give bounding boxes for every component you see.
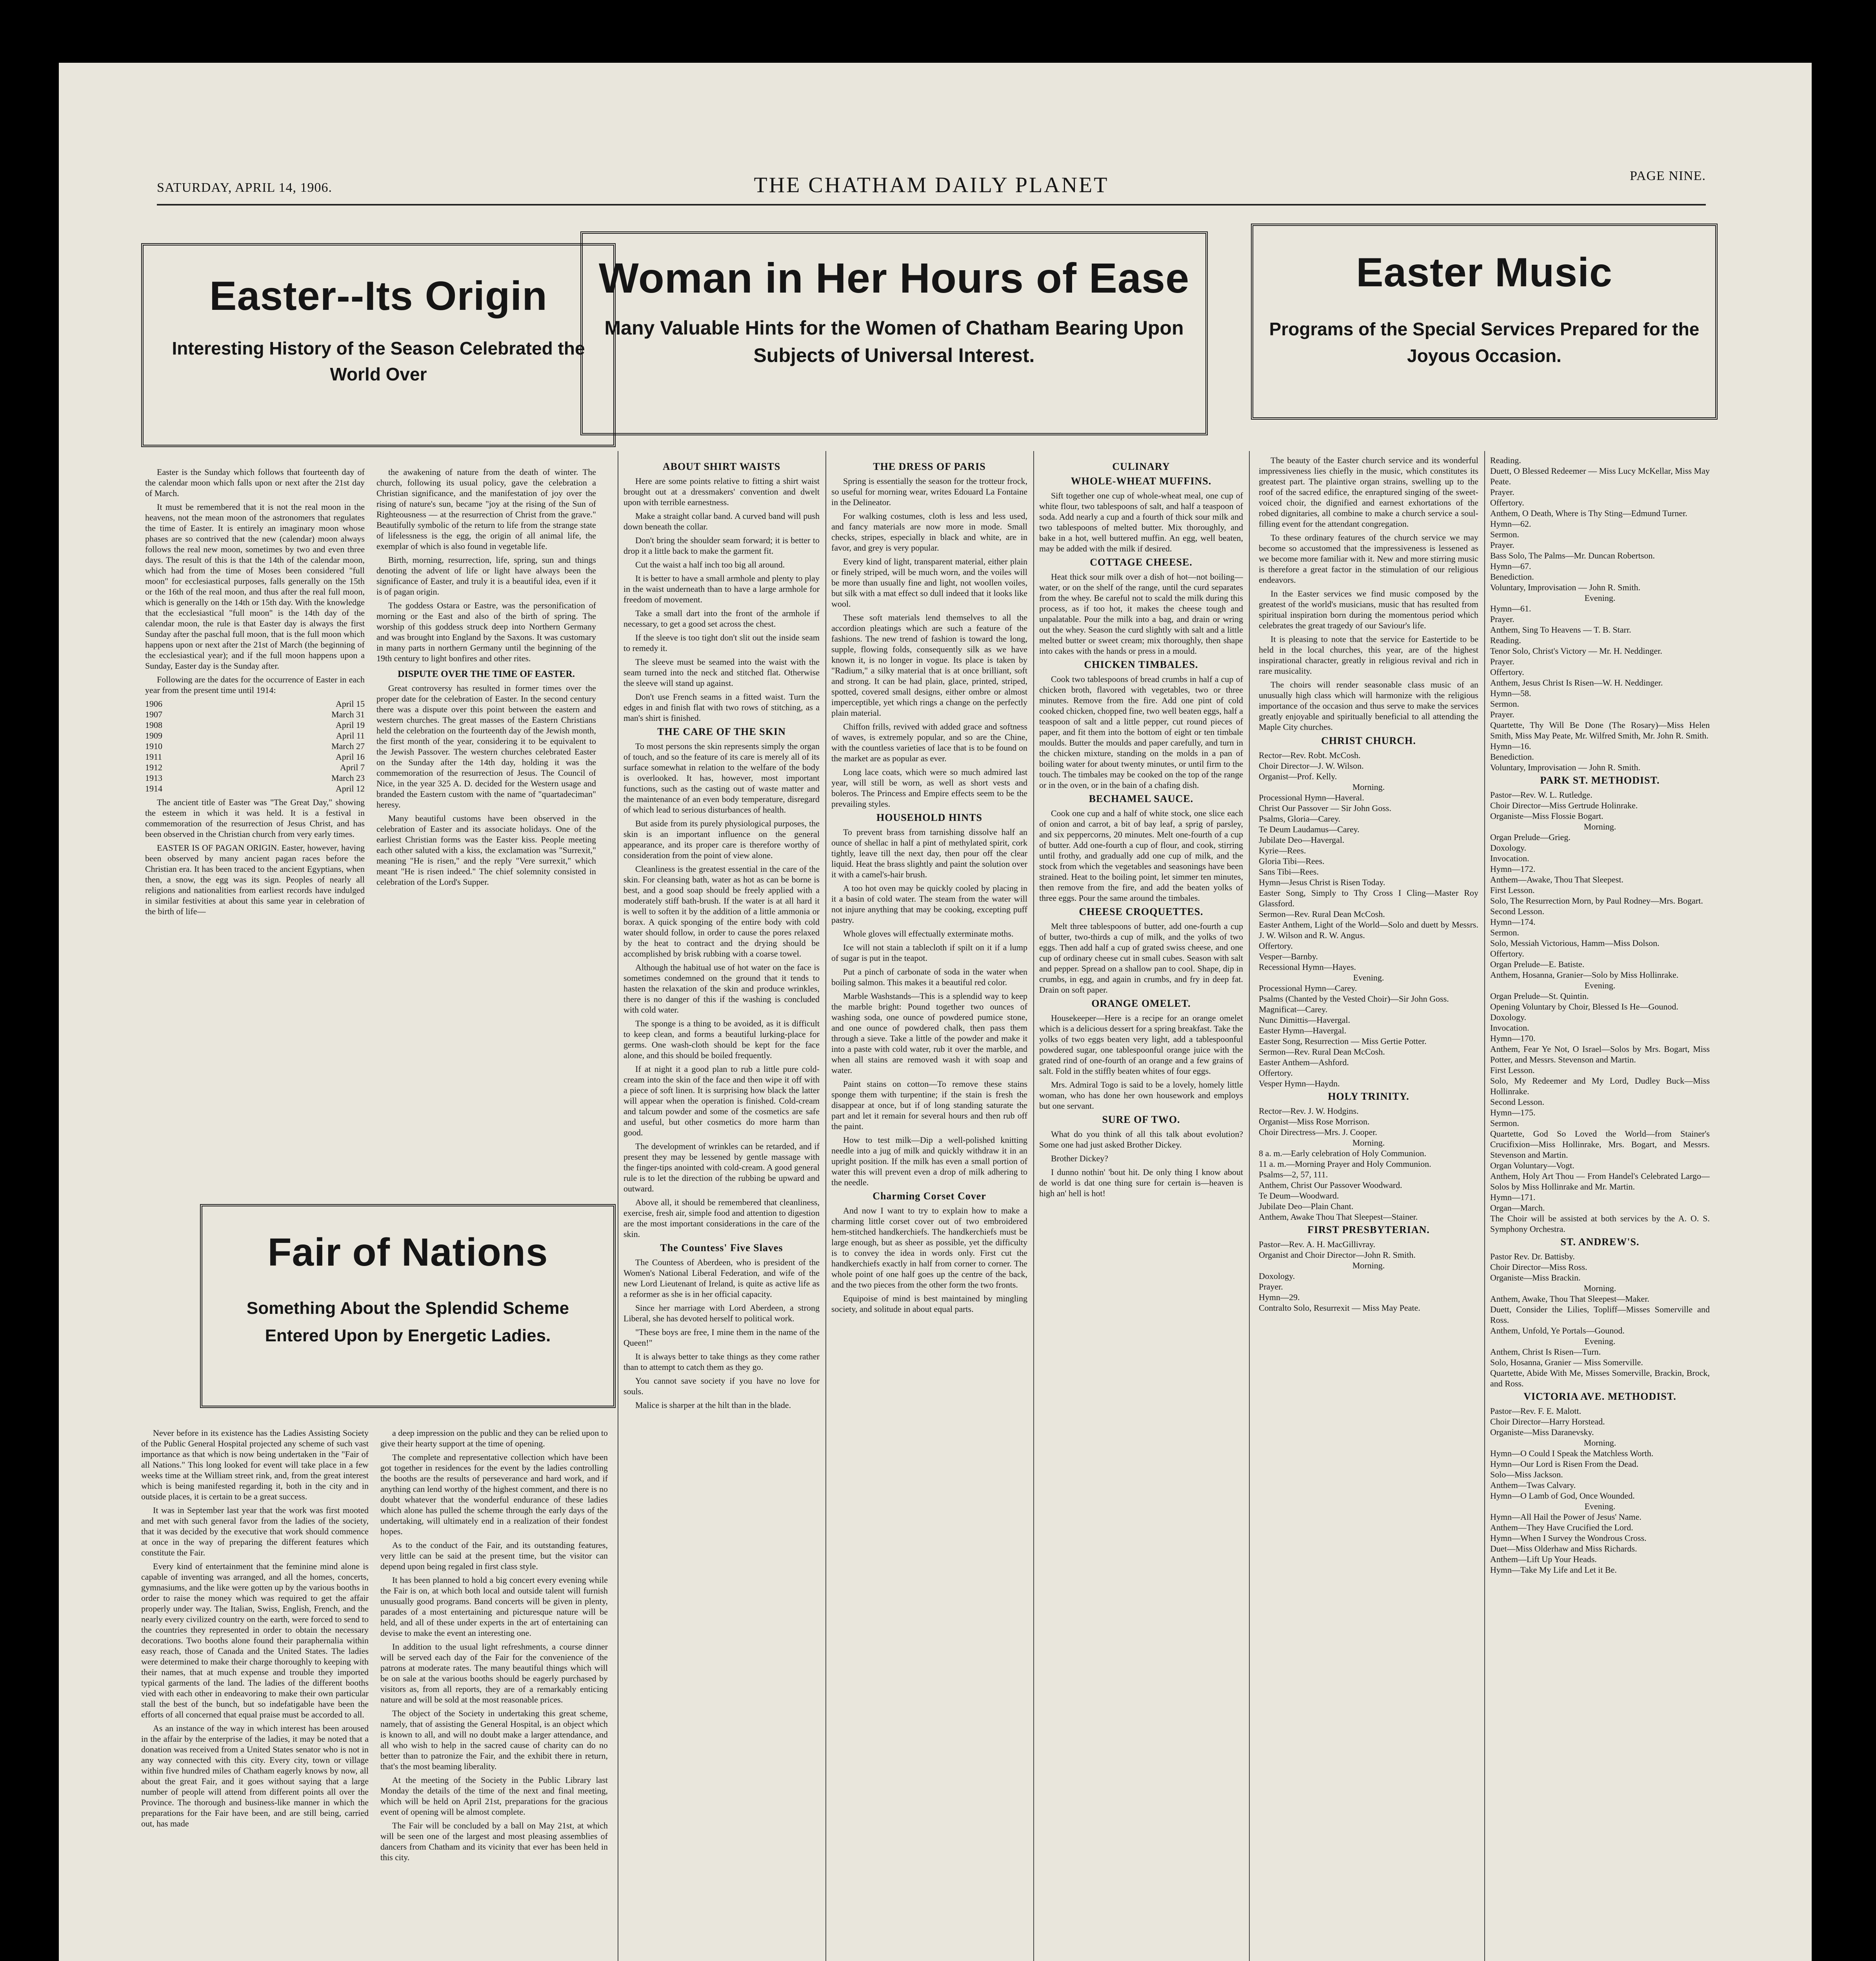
article-paragraph: Cleanliness is the greatest essential in the care of the skin. For cleansing bath, water as hot as can be borne is best, and a good soap should be freely applied with a moderately stiff bath-brush. If the water is at all hard it is well to soften it by the addition of a little ammonia or borax. A quick sponging of the entire body with cold water should follow, in order to cause the pores relaxed by the heat to contract and the drying should be accomplished by brisk rubbing with a coarse towel. (624, 864, 820, 959)
program-line: Sermon. (1490, 928, 1519, 937)
program-line: Choir Director—Miss Ross. (1490, 1262, 1587, 1272)
program-line: Recessional Hymn—Hayes. (1259, 962, 1356, 972)
woman-headline-box (580, 231, 1208, 435)
article-paragraph: It is better to have a small armhole and plenty to play in the waist underneath than to have a large armhole for freedom of movement. (624, 573, 820, 604)
article-paragraph: What do you think of all this talk about evolution? Some one had just asked Brother Dickey. (1039, 1129, 1243, 1150)
program-line: Hymn—29. (1259, 1292, 1300, 1302)
easter-day: March 31 (331, 709, 365, 719)
program-line: Prayer. (1490, 614, 1514, 624)
section-heading: THE CARE OF THE SKIN (657, 726, 786, 737)
article-paragraph: Melt three tablespoons of butter, add one-fourth a cup of butter, two-thirds a cup of milk, and the yolks of two eggs. Then add half a cup of grated swiss cheese, and one cup of ordinary cheese cut in small cubes. Season with salt and pepper. Spread on a shallow pan to cool. Shape, dip in crumbs, in egg, and again in crumbs, and fry in deep fat. Drain on soft paper. (1039, 921, 1243, 995)
fair-subtitle: Something About the Splendid Scheme Entered Upon by Energetic Ladies. (246, 1299, 569, 1345)
fair-para: The object of the Society in undertaking this great scheme, namely, that of assisting the General Hospital, is an object which is known to all, and will no doubt make a larger attendance, and all who wish to help in the sacred cause of charity can do no better than to patronize the Fair, and the exhibit there in return, that's the most beaming liberality. (380, 1708, 608, 1771)
program-line: Prayer. (1490, 487, 1514, 497)
easter-para: It must be remembered that it is not the real moon in the heavens, not the mean moon of the astronomers that regulates the time of Easter. It is entirely an imaginary moon whose phases are so contrived that the new (calendar) moon always follows the real new moon, sometimes by two and even three days. The result of this is that the 14th of the calendar moon, which had from the time of Moses been considered "full moon" for ecclesiastical purposes, falls generally on the 15th or the 16th of the real moon, and thus after the real full moon, which is generally on the 14th or 15th day. With the knowledge that the ecclesiastical "full moon" is the 14th day of the calendar moon, the rule is that Easter day is always the first Sunday after the paschal full moon, that is the full moon which happens upon or next after the 21st of March (the beginning of the ecclesiastical year); and if the full moon happens upon a Sunday, Easter day is the Sunday after. (145, 502, 365, 671)
fair-para: As an instance of the way in which interest has been aroused in the affair by the enterprise of the ladies, it may be noted that a donation was received from a United States senator who is not in any way connected with this city. Every city, town or village within five hundred miles of Chatham eagerly knows by now, all about the great Fair, and it goes without saying that a large number of people will attend from different points all over the Province. The thorough and business-like manner in which the preparations for the Fair have been, and are still being, carried out, has made (141, 1723, 369, 1828)
section-heading: CULINARY (1112, 461, 1170, 472)
program-line: Anthem, Christ Our Passover Woodward. (1259, 1180, 1402, 1190)
service-time-label: Evening. (1353, 973, 1384, 982)
program-line: Duett, Consider the Lilies, Topliff—Misses Somerville and Ross. (1490, 1304, 1710, 1325)
article-paragraph: For walking costumes, cloth is less and less used, and fancy materials are now more in mode. Small checks, stripes, especially in black and white, are in favor, and grey is very popular. (831, 511, 1027, 553)
easter-para: Easter is the Sunday which follows that fourteenth day of the calendar moon which falls upon or next after the 21st day of March. (145, 467, 365, 498)
easter-date-row (145, 751, 365, 762)
program-line: Choir Director—J. W. Wilson. (1259, 761, 1364, 771)
section-heading: WHOLE-WHEAT MUFFINS. (1071, 475, 1212, 487)
program-line: Second Lesson. (1490, 1097, 1545, 1107)
masthead-rule (157, 204, 1706, 206)
article-paragraph: Every kind of light, transparent material, either plain or finely striped, will be much worn, and the voiles will be more than usually fine and light, not woollen voiles, but silk with a mat effect so dull indeed that it looks like wool. (831, 557, 1027, 609)
program-line: Tenor Solo, Christ's Victory — Mr. H. Neddinger. (1490, 646, 1662, 656)
easter-origin-headline-box (141, 243, 616, 447)
woman-column-2 (831, 459, 1027, 1961)
service-time-label: Evening. (1584, 1336, 1616, 1346)
program-line: Bass Solo, The Palms—Mr. Duncan Robertson. (1490, 551, 1655, 560)
section-heading: VICTORIA AVE. METHODIST. (1523, 1391, 1676, 1402)
column-divider (1033, 451, 1034, 1961)
program-line: Anthem, Christ Is Risen—Turn. (1490, 1347, 1601, 1357)
article-paragraph: In the Easter services we find music composed by the greatest of the world's musicians, music that has resulted from spiritual inspiration born during the momentous period which celebrates the great tragedy of our Saviour's life. (1259, 589, 1478, 630)
program-line: Hymn—When I Survey the Wondrous Cross. (1490, 1533, 1647, 1543)
easter-year: 1909 (145, 731, 162, 740)
easter-day: March 23 (331, 773, 365, 783)
program-line: Hymn—16. (1490, 741, 1531, 751)
easter-year: 1914 (145, 784, 162, 793)
program-line: Rector—Rev. J. W. Hodgins. (1259, 1106, 1359, 1116)
program-line: Anthem—Lift Up Your Heads. (1490, 1554, 1597, 1564)
easter-year: 1910 (145, 741, 162, 751)
fair-title: Fair of Nations (267, 1230, 548, 1274)
program-line: Pastor—Rev. W. L. Rutledge. (1490, 790, 1592, 800)
program-line: Easter Song, Resurrection — Miss Gertie Potter. (1259, 1036, 1427, 1046)
program-line: Hymn—O Could I Speak the Matchless Worth. (1490, 1448, 1654, 1458)
woman-subtitle: Many Valuable Hints for the Women of Chatham Bearing Upon Subjects of Universal Interest. (604, 317, 1184, 366)
article-paragraph: Take a small dart into the front of the armhole if necessary, to get a good set across the chest. (624, 608, 820, 629)
article-paragraph: Put a pinch of carbonate of soda in the water when boiling salmon. This makes it a beautiful red color. (831, 967, 1027, 987)
program-line: Reading. (1490, 635, 1521, 645)
article-paragraph: Don't bring the shoulder seam forward; it is better to drop it a little back to make the garment fit. (624, 535, 820, 556)
article-paragraph: The choirs will render seasonable class music of an unusually high class which will harmonize with the religious importance of the occasion and thus serve to make the services greatly enjoyable and spiritually beneficial to all attending the Maple City churches. (1259, 680, 1478, 732)
article-paragraph: Cut the waist a half inch too big all around. (635, 560, 785, 569)
article-paragraph: And now I want to try to explain how to make a charming little corset cover out of two embroidered hem-stitched handkerchiefs. The handkerchiefs must be large enough, but as sheer as possible, yet the difficulty is to convey the idea in words only. First cut the handkerchiefs exactly in half from corner to corner. The whole point of one half goes up the centre of the back, and the two pieces from the other form the two fronts. (831, 1206, 1027, 1290)
program-line: Sermon—Rev. Rural Dean McCosh. (1259, 909, 1385, 919)
program-line: Invocation. (1490, 1023, 1529, 1033)
program-line: Choir Director—Harry Horstead. (1490, 1417, 1605, 1426)
article-paragraph: The Countess of Aberdeen, who is president of the Women's National Liberal Federation, and wife of the new Lord Lieutenant of Ireland, is quite as active life as a reformer as she is in her official capacity. (624, 1257, 820, 1299)
service-time-label: Evening. (1584, 980, 1616, 990)
article-paragraph: Don't use French seams in a fitted waist. Turn the edges in and finish flat with two rows of stitching, as a man's shirt is finished. (624, 692, 820, 723)
program-line: Sermon. (1490, 529, 1519, 539)
woman-column-1 (624, 459, 820, 1961)
program-line: Anthem—They Have Crucified the Lord. (1490, 1523, 1633, 1532)
program-line: Anthem, Hosanna, Granier—Solo by Miss Hollinrake. (1490, 970, 1679, 980)
easter-origin-title: Easter--Its Origin (209, 273, 547, 319)
fair-para: At the meeting of the Society in the Public Library last Monday the details of the time of the next and final meeting, which will be held on April 21st, preparations for the gracious event of opening will be almost complete. (380, 1775, 608, 1817)
section-heading: Charming Corset Cover (873, 1190, 986, 1202)
program-line: Hymn—62. (1490, 519, 1531, 529)
article-paragraph: Sift together one cup of whole-wheat meal, one cup of white flour, two tablespoons of salt, and half a teaspoon of soda. Add nearly a cup and a fourth of thick sour milk and two tablespoons of melted butter. Mix thoroughly, and bake in a hot, well buttered muffin. An egg, well beaten, may be added with the milk if desired. (1039, 491, 1243, 553)
easter-music-headline-box (1251, 224, 1718, 420)
easter-para: the awakening of nature from the death of winter. The church, following its usual policy, gave the celebration a Christian significance, and the manifestation of joy over the rising of nature's sun, became "joy at the rising of the Sun of Righteousness — at the resurrection of Christ from the grave." Beautifully symbolic of the return to life from the strange state of lifelessness is the egg, the origin of all animal life, the exemplar of which is also found in vegetable life. (376, 467, 596, 551)
program-line: Hymn—All Hail the Power of Jesus' Name. (1490, 1512, 1642, 1522)
program-line: 11 a. m.—Morning Prayer and Holy Communion. (1259, 1159, 1431, 1169)
program-line: Anthem—Twas Calvary. (1490, 1480, 1576, 1490)
program-line: Doxology. (1490, 843, 1527, 853)
program-line: Rector—Rev. Robt. McCosh. (1259, 750, 1361, 760)
program-line: Gloria Tibi—Rees. (1259, 856, 1325, 866)
easter-day: April 19 (336, 720, 365, 730)
program-line: The Choir will be assisted at both services by the A. O. S. Symphony Orchestra. (1490, 1213, 1710, 1234)
program-line: Organ Prelude—E. Batiste. (1490, 959, 1585, 969)
program-line: Reading. (1490, 455, 1521, 465)
program-line: Hymn—171. (1490, 1192, 1536, 1202)
section-heading: THE DRESS OF PARIS (873, 461, 986, 472)
article-paragraph: It is pleasing to note that the service for Eastertide to be held in the local churches, this year, are of the highest inspirational character, greatly in religious revival and rich in rare musicality. (1259, 634, 1478, 676)
easter-music-title: Easter Music (1356, 250, 1612, 295)
service-time-label: Evening. (1584, 1501, 1616, 1511)
section-heading: ST. ANDREW'S. (1560, 1236, 1640, 1248)
program-line: Solo, The Resurrection Morn, by Paul Rodney—Mrs. Bogart. (1490, 896, 1703, 906)
article-paragraph: But aside from its purely physiological purposes, the skin is an important influence on the general appearance, and its proper care is therefore worthy of consideration from the point of view alone. (624, 819, 820, 860)
program-line: Organ—March. (1490, 1203, 1545, 1213)
easter-year: 1913 (145, 773, 162, 783)
article-paragraph: Brother Dickey? (1051, 1153, 1108, 1163)
service-time-label: Morning. (1352, 1138, 1385, 1148)
program-line: Solo, Hosanna, Granier — Miss Somerville. (1490, 1357, 1643, 1367)
program-line: Organist—Miss Rose Morrison. (1259, 1117, 1370, 1126)
article-paragraph: Marble Washstands—This is a splendid way to keep the marble bright: Pound together two ounces of washing soda, one ounce of powdered pumice stone, and one ounce of powdered chalk, then pass them through a sieve. Take a little of the powder and make it into a paste with cold water, rub it over the marble, and when all stains are removed wash it with soap and water. (831, 991, 1027, 1075)
program-line: Benediction. (1490, 752, 1534, 762)
program-line: Hymn—174. (1490, 917, 1536, 927)
program-line: Anthem, Sing To Heavens — T. B. Starr. (1490, 625, 1631, 635)
article-paragraph: Above all, it should be remembered that cleanliness, exercise, fresh air, simple food and attention to digestion are the most important considerations in the care of the skin. (624, 1197, 820, 1239)
easter-dates-table (145, 699, 365, 794)
program-line: Anthem, O Death, Where is Thy Sting—Edmund Turner. (1490, 508, 1687, 518)
easter-para: Many beautiful customs have been observed in the celebration of Easter and its associate holidays. One of the earliest Christian forms was the Easter kiss. People meeting each other saluted with a kiss, the exclamation was "Surrexit," meaning "He is risen," and the reply "Vere surrexit," which meant "He is risen indeed." The chief solemnity consisted in celebration of the Lord's Supper. (376, 813, 596, 887)
article-paragraph: A too hot oven may be quickly cooled by placing in it a basin of cold water. The steam from the water will not injure anything that may be cooking, excepting puff pastry. (831, 883, 1027, 925)
program-line: Hymn—58. (1490, 688, 1531, 698)
woman-title: Woman in Her Hours of Ease (598, 254, 1190, 302)
program-line: Anthem—Awake, Thou That Sleepest. (1490, 875, 1623, 884)
program-line: Nunc Dimittis—Havergal. (1259, 1015, 1350, 1025)
article-paragraph: Since her marriage with Lord Aberdeen, a strong Liberal, she has devoted herself to political work. (624, 1303, 820, 1323)
masthead (157, 169, 1706, 200)
service-time-label: Evening. (1584, 593, 1616, 603)
program-line: Hymn—Jesus Christ is Risen Today. (1259, 877, 1385, 887)
easter-day: March 27 (331, 741, 365, 751)
program-line: Opening Voluntary by Choir, Blessed Is He—Gounod. (1490, 1002, 1678, 1011)
article-paragraph: Paint stains on cotton—To remove these stains sponge them with turpentine; if the stain is fresh the disappear at once, but if of long standing saturate the part and let it remain for several hours and then rub off the paint. (831, 1079, 1027, 1131)
program-line: Voluntary, Improvisation — John R. Smith. (1490, 582, 1641, 592)
program-line: Vesper Hymn—Haydn. (1259, 1079, 1340, 1088)
issue-date: SATURDAY, APRIL 14, 1906. (157, 180, 332, 195)
program-line: Organist and Choir Director—John R. Smith. (1259, 1250, 1416, 1260)
article-paragraph: Housekeeper—Here is a recipe for an orange omelet which is a delicious dessert for a spring breakfast. Take the yolks of two eggs beaten very light, add a tablespoonful powdered sugar, one tablespoonful orange juice with the grated rind of one-fourth of an orange and a few grains of salt. Fold in the stiffly beaten whites of four eggs. (1039, 1013, 1243, 1076)
article-paragraph: Spring is essentially the season for the trotteur frock, so useful for morning wear, writes Edouard La Fontaine in the Delineator. (831, 476, 1027, 507)
program-line: Prayer. (1259, 1282, 1283, 1292)
article-paragraph: Cook one cup and a half of white stock, one slice each of onion and carrot, a bit of bay leaf, a sprig of parsley, and six peppercorns, 20 minutes. Melt one-fourth of a cup of butter. Add one-fourth a cup of flour, and cook, stirring until frothy, and gradually add one cup of milk, and the stock from which the vegetables and seasonings have been strained. Heat to the boiling point, let simmer ten minutes, then remove from the fire, and add the beaten yolks of three eggs. Pour the same around the timbales. (1039, 808, 1243, 903)
section-heading: SURE OF TWO. (1102, 1114, 1180, 1125)
program-line: Prayer. (1490, 709, 1514, 719)
program-line: Easter Hymn—Havergal. (1259, 1026, 1347, 1035)
easter-year: 1912 (145, 762, 162, 772)
fair-para: It was in September last year that the work was first mooted and met with such general favor from the ladies of the society, that it was decided by the executive that work should commence at once in the way of preparing the different features which constitute the Fair. (141, 1505, 369, 1557)
section-heading: FIRST PRESBYTERIAN. (1307, 1224, 1430, 1235)
program-line: Anthem, Unfold, Ye Portals—Gounod. (1490, 1326, 1625, 1335)
column-divider (825, 451, 826, 1961)
program-line: Quartette, God So Loved the World—from Stainer's Crucifixion—Miss Hollinrake, Mrs. Bogart, and Messrs. Stevenson and Martin. (1490, 1129, 1710, 1160)
program-line: Solo, Messiah Victorious, Hamm—Miss Dolson. (1490, 938, 1660, 948)
article-paragraph: Whole gloves will effectually exterminate moths. (843, 929, 1014, 939)
program-line: Offertory. (1490, 949, 1524, 959)
easter-date-row (145, 783, 365, 794)
program-line: Organiste—Miss Brackin. (1490, 1273, 1581, 1282)
program-line: Doxology. (1259, 1271, 1295, 1281)
easter-day: April 16 (336, 752, 365, 762)
article-paragraph: Long lace coats, which were so much admired last year, will still be worn, as well as short vests and boleros. The Princess and Empire effects seem to be the prevailing styles. (831, 767, 1027, 809)
program-line: Quartette, Thy Will Be Done (The Rosary)—Miss Helen Smith, Miss May Peate, Mr. Wilfred Smith, Mr. John R. Smith. (1490, 720, 1710, 740)
section-heading: BECHAMEL SAUCE. (1089, 793, 1194, 804)
column-divider (1484, 451, 1485, 1961)
article-paragraph: To prevent brass from tarnishing dissolve half an ounce of shellac in half a pint of methylated spirit, cork tightly, leave till the next day, then pour off the clear liquid. Heat the brass slightly and paint the solution over it with a camel's-hair brush. (831, 827, 1027, 879)
program-line: Easter Anthem, Light of the World—Solo and duett by Messrs. J. W. Wilson and R. W. Angus. (1259, 920, 1478, 940)
fair-para: It has been planned to hold a big concert every evening while the Fair is on, at which both local and outside talent will furnish unusually good programs. Band concerts will be given in plenty, parades of a most entertaining and picturesque nature will be held, and all of these under experts in the art of entertaining can devise to make the event an interesting one. (380, 1575, 608, 1638)
article-paragraph: "These boys are free, I mine them in the name of the Queen!" (624, 1327, 820, 1348)
program-line: Hymn—172. (1490, 864, 1536, 874)
program-line: Processional Hymn—Haveral. (1259, 793, 1364, 802)
program-line: Solo, My Redeemer and My Lord, Dudley Buck—Miss Hollinrake. (1490, 1076, 1710, 1096)
program-line: Te Deum Laudamus—Carey. (1259, 824, 1360, 834)
program-line: Pastor Rev. Dr. Battisby. (1490, 1252, 1575, 1261)
article-paragraph: Heat thick sour milk over a dish of hot—not boiling—water, or on the shelf of the range, until the curd separates from the whey. Be careful not to scald the milk during this process, as if too hot, it makes the cheese tough and unpalatable. Pour the milk into a bag, and drain or wring out the whey. Season the curd slightly with salt and a little melted butter or sweet cream; mix thoroughly, then shape into cakes with the hands or press in a mould. (1039, 572, 1243, 656)
program-line: Duet—Miss Olderhaw and Miss Richards. (1490, 1544, 1637, 1554)
program-line: Prayer. (1490, 657, 1514, 666)
program-line: Anthem, Awake, Thou That Sleepest—Maker. (1490, 1294, 1649, 1304)
newspaper-name: THE CHATHAM DAILY PLANET (754, 173, 1109, 197)
easter-day: April 12 (336, 784, 365, 793)
program-line: Hymn—175. (1490, 1108, 1536, 1117)
easter-date-row (145, 762, 365, 773)
service-time-label: Morning. (1352, 782, 1385, 792)
easter-date-row (145, 730, 365, 741)
program-line: Anthem, Jesus Christ Is Risen—W. H. Neddinger. (1490, 678, 1663, 688)
music-column-2 (1490, 455, 1710, 1961)
program-line: Prayer. (1490, 540, 1514, 550)
program-line: Easter Song, Simply to Thy Cross I Cling—Master Roy Glassford. (1259, 888, 1478, 908)
section-heading: COTTAGE CHEESE. (1090, 557, 1192, 568)
easter-day: April 15 (336, 699, 365, 709)
fair-para: In addition to the usual light refreshments, a course dinner will be served each day of the Fair for the convenience of the patrons at moderate rates. The many beautiful things which will be on sale at the various booths should be eagerly purchased by visitors as, from all reports, they are of a remarkably enticing nature and will be sold at the most reasonable prices. (380, 1642, 608, 1705)
program-line: Organ Voluntary—Vogt. (1490, 1161, 1574, 1170)
program-line: Magnificat—Carey. (1259, 1004, 1328, 1014)
program-line: Contralto Solo, Resurrexit — Miss May Peate. (1259, 1303, 1420, 1313)
article-paragraph: The sponge is a thing to be avoided, as it is difficult to keep clean, and forms a beautiful lurking-place for germs. One wash-cloth should be kept for the face alone, and this should be boiled frequently. (624, 1019, 820, 1060)
easter-date-row (145, 709, 365, 720)
fair-para: As to the conduct of the Fair, and its outstanding features, very little can be said at the present time, but the visitor can depend upon being regaled in first class style. (380, 1540, 608, 1571)
article-paragraph: Malice is sharper at the hilt than in the blade. (635, 1400, 791, 1410)
article-paragraph: The development of wrinkles can be retarded, and if present they may be lessened by gentle massage with the finger-tips anointed with cold-cream. A good general rule is to let the direction of the rubbing be upward and outward. (624, 1141, 820, 1193)
program-line: 8 a. m.—Early celebration of Holy Communion. (1259, 1148, 1427, 1158)
article-paragraph: Equipoise of mind is best maintained by mingling society, and solitude in about equal parts. (831, 1293, 1027, 1314)
service-time-label: Morning. (1583, 822, 1616, 831)
dispute-heading: DISPUTE OVER THE TIME OF EASTER. (398, 669, 575, 679)
easter-day: April 7 (340, 762, 365, 772)
easter-date-row (145, 720, 365, 730)
easter-para: The goddess Ostara or Eastre, was the personification of morning or the East and also of the birth of spring. The worship of this goddess struck deep into Northern Germany and was brought into England by the Saxons. It was customary in many parts in northern Germany until the beginning of the 19th century to light bonfires and other rites. (376, 600, 596, 663)
section-heading: HOUSEHOLD HINTS (876, 812, 982, 823)
easter-year: 1907 (145, 709, 162, 719)
program-line: Anthem, Holy Art Thou — From Handel's Celebrated Largo—Solos by Miss Hollinrake and Mr. Martin. (1490, 1171, 1710, 1192)
column-divider (1249, 451, 1250, 1961)
easter-day: April 11 (336, 731, 365, 740)
article-paragraph: Cook two tablespoons of bread crumbs in half a cup of chicken broth, flavored with vegetables, two or three minutes. Remove from the fire. Add one pint of cold cooked chicken, chopped fine, two well beaten eggs, half a teaspoon of salt and a little pepper, cut round pieces of paper, and fit them into the bottom of eight or ten timbale moulds. Butter the moulds and paper carefully, and turn in the chicken mixture, standing on the molds in a pan of boiling water for about twenty minutes, or until firm to the touch. The timbales may be cooked on the top of the range or in the oven, or in the bain of a chafing dish. (1039, 674, 1243, 790)
easter-para: The ancient title of Easter was "The Great Day," showing the esteem in which it was held. It is a festival in commemoration of the resurrection of Jesus Christ, and has been observed in the Christian church from very early times. (145, 797, 365, 839)
article-paragraph: Chiffon frills, revived with added grace and softness of waves, is extremely popular, and so are the Chine, with the countless varieties of lace that is to be found on the market are as popular as ever. (831, 722, 1027, 763)
program-line: Offertory. (1259, 1068, 1293, 1078)
program-line: Choir Director—Miss Gertrude Holinrake. (1490, 800, 1638, 810)
program-line: Pastor—Rev. A. H. MacGillivray. (1259, 1239, 1376, 1249)
article-paragraph: How to test milk—Dip a well-polished knitting needle into a jug of milk and quickly withdraw it in an upright position. If the milk has even a small portion of water this will prevent even a drop of milk adhering to the needle. (831, 1135, 1027, 1187)
program-line: Doxology. (1490, 1012, 1527, 1022)
article-paragraph: These soft materials lend themselves to all the accordion pleatings which are such a feature of the fashions. The new trend of fashion is toward the long, supple, flowing folds, consequently silk as we have known it, is no longer in vogue. Its place is taken by "Radium," a silky material that is at once brilliant, soft and strong. It can be had plain, glace, printed, striped, spotted, covered small designs, either ombre or almost imperceptible, yet which rings a change on the perfectly plain material. (831, 613, 1027, 718)
program-line: Organ Prelude—Grieg. (1490, 832, 1571, 842)
program-line: Sermon. (1490, 699, 1519, 709)
program-line: Hymn—Our Lord is Risen From the Dead. (1490, 1459, 1639, 1469)
program-line: Quartette, Abide With Me, Misses Somerville, Brackin, Brock, and Ross. (1490, 1368, 1710, 1388)
program-line: Organ Prelude—St. Quintin. (1490, 991, 1589, 1001)
fair-para: Every kind of entertainment that the feminine mind alone is capable of inventing was arranged, and all the homes, concerts, gymnasiums, and the like were gotten up by the various booths in order to raise the money which was required to get the affair properly under way. The Italian, Swiss, English, French, and the nearly every civilized country on the earth, were forced to send to the countries they represented in order to obtain the necessary decorations. Two booths alone found their paraphernalia within easy reach, those of Canada and the United States. The ladies were determined to make their charge thoroughly to keeping with their names, that at much expense and trouble they imported typical garments of the land. The ladies of the different booths vied with each other in endeavoring to make their own particular stall the best of the bunch, but so indefatigable have been the efforts of all concerned that equal praise must be accorded to all. (141, 1561, 369, 1719)
program-line: Te Deum—Woodward. (1259, 1191, 1339, 1201)
article-paragraph: Make a straight collar band. A curved band will push down beneath the collar. (624, 511, 820, 531)
fair-column-2 (380, 1428, 608, 1961)
easter-date-row (145, 773, 365, 783)
easter-para: Following are the dates for the occurrence of Easter in each year from the present time until 1914: (145, 675, 365, 695)
fair-para: The Fair will be concluded by a ball on May 21st, at which will be seen one of the largest and most pleasing assemblies of dancers from Chatham and its vicinity that ever has been held in this city. (380, 1821, 608, 1862)
easter-para: Great controversy has resulted in former times over the proper date for the celebration of Easter. In the second century there was a dispute over this point between the eastern and western churches. The great masses of the Eastern Christians held the celebration on the fourteenth day of the Jewish month, the first month of the year, considering it to be equivalent to the Jewish Passover. The western churches celebrated Easter on the Sunday after the 14th day, holding it was the commemoration of the resurrection of Jesus. The Council of Nice, in the year 325 A. D. decided for the Western usage and branded the Eastern custom with the name of "quartadeciman" heresy. (376, 683, 596, 810)
program-line: Offertory. (1259, 941, 1293, 951)
article-paragraph: If the sleeve is too tight don't slit out the inside seam to remedy it. (624, 633, 820, 653)
easter-origin-subtitle: Interesting History of the Season Celebrated the World Over (172, 338, 585, 384)
easter-origin-column-2 (376, 467, 596, 1181)
program-line: Anthem, Awake Thou That Sleepest—Stainer. (1259, 1212, 1418, 1222)
program-line: Psalms, Gloria—Carey. (1259, 814, 1341, 824)
section-heading: ABOUT SHIRT WAISTS (662, 461, 781, 472)
article-paragraph: I dunno nothin' 'bout hit. De only thing I know about de world is dat one thing sure for certain is—heaven is high an' hell is hot! (1039, 1167, 1243, 1198)
program-line: Choir Directress—Mrs. J. Cooper. (1259, 1127, 1377, 1137)
program-line: Hymn—O Lamb of God, Once Wounded. (1490, 1491, 1635, 1501)
program-line: Christ Our Passover — Sir John Goss. (1259, 803, 1391, 813)
program-line: Processional Hymn—Carey. (1259, 983, 1357, 993)
program-line: Sermon. (1490, 1118, 1519, 1128)
program-line: Psalms—2, 57, 111. (1259, 1170, 1328, 1179)
program-line: Organist—Prof. Kelly. (1259, 771, 1337, 781)
service-time-label: Morning. (1583, 1283, 1616, 1293)
program-line: Sans Tibi—Rees. (1259, 867, 1319, 877)
fair-headline-box (200, 1204, 616, 1408)
fair-para: Never before in its existence has the Ladies Assisting Society of the Public General Hospital projected any scheme of such vast importance as that which is now being undertaken in the "Fair of all Nations." This long looked for event will take place in a few weeks time at the William street rink, and, from the great interest which is being manifested regarding it, both in the city and in outside places, it is certain to be a great success. (141, 1428, 369, 1501)
service-time-label: Morning. (1583, 1438, 1616, 1448)
program-line: Hymn—170. (1490, 1033, 1536, 1043)
program-line: Organiste—Miss Flossie Bogart. (1490, 811, 1603, 821)
service-time-label: Morning. (1352, 1261, 1385, 1270)
program-line: Organiste—Miss Daranevsky. (1490, 1427, 1594, 1437)
program-line: Kyrie—Rees. (1259, 846, 1306, 855)
program-line: Psalms (Chanted by the Vested Choir)—Sir John Goss. (1259, 994, 1449, 1004)
easter-year: 1906 (145, 699, 162, 709)
article-paragraph: Although the habitual use of hot water on the face is sometimes condemned on the ground that it tends to hasten the relaxation of the skin and produce wrinkles, there is no danger of this if the washing is concluded with cold water. (624, 962, 820, 1015)
music-column-1 (1259, 455, 1478, 1961)
easter-music-subtitle: Programs of the Special Services Prepared for the Joyous Occasion. (1269, 319, 1700, 366)
program-line: Pastor—Rev. F. E. Malott. (1490, 1406, 1582, 1416)
article-paragraph: To these ordinary features of the church service we may become so accustomed that the impressiveness is lessened as we become more familiar with it. New and more stirring music is therefore a great factor in the stimulation of our religious endeavors. (1259, 533, 1478, 585)
program-line: Voluntary, Improvisation — John R. Smith. (1490, 762, 1641, 772)
program-line: Jubilate Deo—Plain Chant. (1259, 1201, 1354, 1211)
section-heading: CHRIST CHURCH. (1321, 735, 1416, 746)
article-paragraph: It is always better to take things as they come rather than to attempt to catch them as they go. (624, 1352, 820, 1372)
fair-para: a deep impression on the public and they can be relied upon to give their hearty support at the time of opening. (380, 1428, 608, 1448)
easter-year: 1911 (145, 752, 162, 762)
program-line: Invocation. (1490, 853, 1529, 863)
program-line: Hymn—67. (1490, 561, 1531, 571)
newspaper-page (59, 63, 1812, 1961)
section-heading: CHICKEN TIMBALES. (1084, 659, 1198, 670)
easter-para: Birth, morning, resurrection, life, spring, sun and things denoting the advent of life or light have always been the significance of Easter, and truly it is a beautiful idea, even if it is of pagan origin. (376, 555, 596, 597)
program-line: First Lesson. (1490, 885, 1535, 895)
easter-date-row (145, 741, 365, 751)
article-paragraph: Ice will not stain a tablecloth if spilt on it if a lump of sugar is put in the teapot. (831, 942, 1027, 963)
program-line: Hymn—Take My Life and Let it Be. (1490, 1565, 1617, 1575)
fair-column-1 (141, 1428, 369, 1961)
article-paragraph: Here are some points relative to fitting a shirt waist brought out at a dressmakers' convention and dwelt upon with terrible earnestness. (624, 476, 820, 507)
program-line: Anthem, Fear Ye Not, O Israel—Solos by Mrs. Bogart, Miss Potter, and Messrs. Stevenson and Martin. (1490, 1044, 1710, 1064)
easter-para: EASTER IS OF PAGAN ORIGIN. Easter, however, having been observed by many ancient pagan races before the Christian era. It has been traced to the ancient Egyptians, when then, a snow, the egg was its sign. Peoples of nearly all religions and nationalities from earliest records have indulged in similar festivities at about this same year in celebration of the birth of life— (145, 843, 365, 916)
program-line: Hymn—61. (1490, 604, 1531, 613)
page-number: PAGE NINE. (1630, 169, 1706, 183)
article-paragraph: The sleeve must be seamed into the waist with the seam turned into the neck and stitched flat. Otherwise the sleeve will stand up against. (624, 657, 820, 688)
program-line: Second Lesson. (1490, 906, 1545, 916)
easter-date-row (145, 699, 365, 709)
section-heading: ORANGE OMELET. (1091, 998, 1191, 1009)
program-line: Duett, O Blessed Redeemer — Miss Lucy McKellar, Miss May Peate. (1490, 466, 1710, 486)
program-line: Solo—Miss Jackson. (1490, 1470, 1563, 1479)
woman-column-3 (1039, 459, 1243, 1961)
section-heading: PARK ST. METHODIST. (1540, 775, 1660, 786)
program-line: Sermon—Rev. Rural Dean McCosh. (1259, 1047, 1385, 1057)
article-paragraph: Mrs. Admiral Togo is said to be a lovely, homely little woman, who has done her own housework and employs but one servant. (1039, 1080, 1243, 1111)
section-heading: CHEESE CROQUETTES. (1079, 906, 1203, 917)
program-line: Offertory. (1490, 667, 1524, 677)
program-line: Jubilate Deo—Havergal. (1259, 835, 1345, 845)
program-line: Vesper—Barnby. (1259, 951, 1318, 961)
article-paragraph: To most persons the skin represents simply the organ of touch, and so the feature of its care is merely all of its surface somewhat in relation to the welfare of the body is overlooked. It has, however, most important functions, such as the casting out of waste matter and the maintenance of an even body temperature, disregard of which lead to serious disturbances of health. (624, 741, 820, 815)
program-line: Offertory. (1490, 498, 1524, 508)
article-paragraph: You cannot save society if you have no love for souls. (624, 1376, 820, 1396)
program-line: Benediction. (1490, 572, 1534, 582)
easter-origin-column-1 (145, 467, 365, 1181)
fair-para: The complete and representative collection which have been got together in residences for the event by the ladies controlling the booths are the results of perseverance and hard work, and if anything can lend worthy of the highest comment, and there is no doubt whatever that the wonderful endurance of these ladies which alone has pulled the scheme through the early days of the undertaking, will ultimately end in a realization of their fondest hopes. (380, 1452, 608, 1536)
section-heading: The Countess' Five Slaves (660, 1242, 783, 1253)
article-paragraph: The beauty of the Easter church service and its wonderful impressiveness lies chiefly in the music, which constitutes its greatest part. The plaintive organ strains, swelling up to the roof of the sacred edifice, the enraptured singing of the sweet-voiced choir, the dignified and earnest exhortations of the robed dignitaries, all combine to make a church service a soul-filling event for the attendant congregation. (1259, 455, 1478, 529)
program-line: Easter Anthem—Ashford. (1259, 1057, 1349, 1067)
program-line: First Lesson. (1490, 1065, 1535, 1075)
easter-year: 1908 (145, 720, 162, 730)
section-heading: HOLY TRINITY. (1328, 1091, 1409, 1102)
article-paragraph: If at night it a good plan to rub a little pure cold-cream into the skin of the face and then wipe it off with a piece of soft linen. It is surprising how black the latter will appear when the operation is finished. Cold-cream and talcum powder and some of the cosmetics are safe and useful, but other cosmetics do more harm than good. (624, 1064, 820, 1137)
